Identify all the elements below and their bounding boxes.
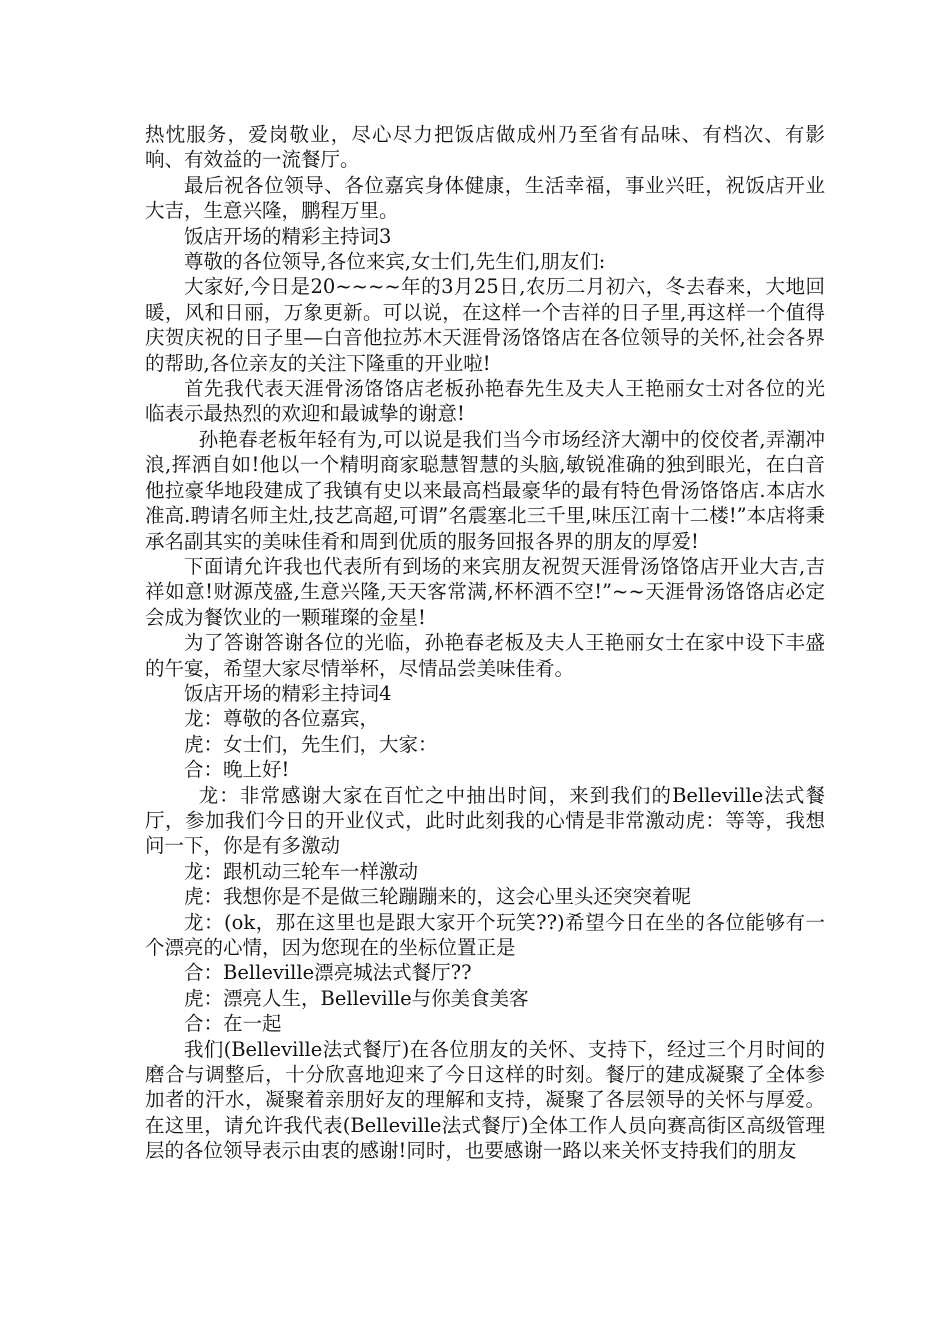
paragraph: 最后祝各位领导、各位嘉宾身体健康，生活幸福，事业兴旺，祝饭店开业大吉，生意兴隆，鹏程万里。 <box>145 173 825 223</box>
dialogue-line: 虎：我想你是不是做三轮蹦蹦来的，这会心里头还突突着呢 <box>184 885 692 909</box>
document-page <box>145 122 825 1164</box>
dialogue-line: 龙：非常感谢大家在百忙之中抽出时间，来到我们的Belleville法式餐厅，参加我们今日的开业仪式，此时此刻我的心情是非常激动虎：等等，我想问一下，你是有多激动 <box>145 783 825 858</box>
dialogue-line: 合：Belleville漂亮城法式餐厅?? <box>184 961 472 985</box>
paragraph: 首先我代表天涯骨汤饹饹店老板孙艳春先生及夫人王艳丽女士对各位的光临表示最热烈的欢迎和最诚挚的谢意! <box>145 377 825 426</box>
dialogue-line: 龙：跟机动三轮车一样激动 <box>184 859 419 883</box>
paragraph: 下面请允许我也代表所有到场的来宾朋友祝贺天涯骨汤饹饹店开业大吉,吉祥如意!财源茂盛,生意兴隆,天天客常满,杯杯酒不空!”~~天涯骨汤饹饹店必定会成为餐饮业的一颗璀璨的金星! <box>145 554 825 629</box>
paragraph: 热忱服务，爱岗敬业，尽心尽力把饭店做成州乃至省有品味、有档次、有影响、有效益的一流餐厅。 <box>145 123 825 172</box>
dialogue-line: 虎：漂亮人生，Belleville与你美食美客 <box>184 986 529 1010</box>
paragraph: 尊敬的各位领导,各位来宾,女士们,先生们,朋友们: <box>184 250 606 274</box>
dialogue-line: 虎：女士们，先生们，大家： <box>184 732 438 756</box>
dialogue-line: 合：晚上好! <box>184 758 290 782</box>
paragraph: 大家好,今日是20~~~~年的3月25日,农历二月初六，冬去春来，大地回暖，风和日丽，万象更新。可以说，在这样一个吉祥的日子里,再这样一个值得庆贺庆祝的日子里—白音他拉苏木天涯骨汤饹饹店在各位领导的关怀,社会各界的帮助,各位亲友的关注下隆重的开业啦! <box>145 275 825 375</box>
paragraph: 我们(Belleville法式餐厅)在各位朋友的关怀、支持下，经过三个月时间的磨合与调整后，十分欣喜地迎来了今日这样的时刻。餐厅的建成凝聚了全体参加者的汗水，凝聚着亲朋好友的理解和支持，凝聚了各层领导的关怀与厚爱。在这里，请允许我代表(Belleville法式餐厅)全体工作人员向赛高街区高级管理层的各位领导表示由衷的感谢!同时，也要感谢一路以来关怀支持我们的朋友 <box>145 1037 825 1163</box>
section-heading: 饭店开场的精彩主持词4 <box>184 681 392 705</box>
dialogue-line: 龙：(ok，那在这里也是跟大家开个玩笑??)希望今日在坐的各位能够有一个漂亮的心情，因为您现在的坐标位置正是 <box>145 910 825 959</box>
dialogue-line: 龙：尊敬的各位嘉宾， <box>184 707 380 731</box>
section-heading: 饭店开场的精彩主持词3 <box>184 224 392 248</box>
paragraph: 为了答谢答谢各位的光临，孙艳春老板及夫人王艳丽女士在家中设下丰盛的午宴，希望大家尽情举杯，尽情品尝美味佳肴。 <box>145 631 825 680</box>
paragraph: 孙艳春老板年轻有为,可以说是我们当今市场经济大潮中的佼佼者,弄潮冲浪,挥洒自如!他以一个精明商家聪慧智慧的头脑,敏锐准确的独到眼光，在白音他拉豪华地段建成了我镇有史以来最高档最豪华的最有特色骨汤饹饹店.本店水准高.聘请名师主灶,技艺高超,可谓”名震塞北三千里,味压江南十二楼!”本店将秉承名副其实的美味佳肴和周到优质的服务回报各界的朋友的厚爱! <box>145 427 825 553</box>
dialogue-line: 合：在一起 <box>184 1012 282 1036</box>
